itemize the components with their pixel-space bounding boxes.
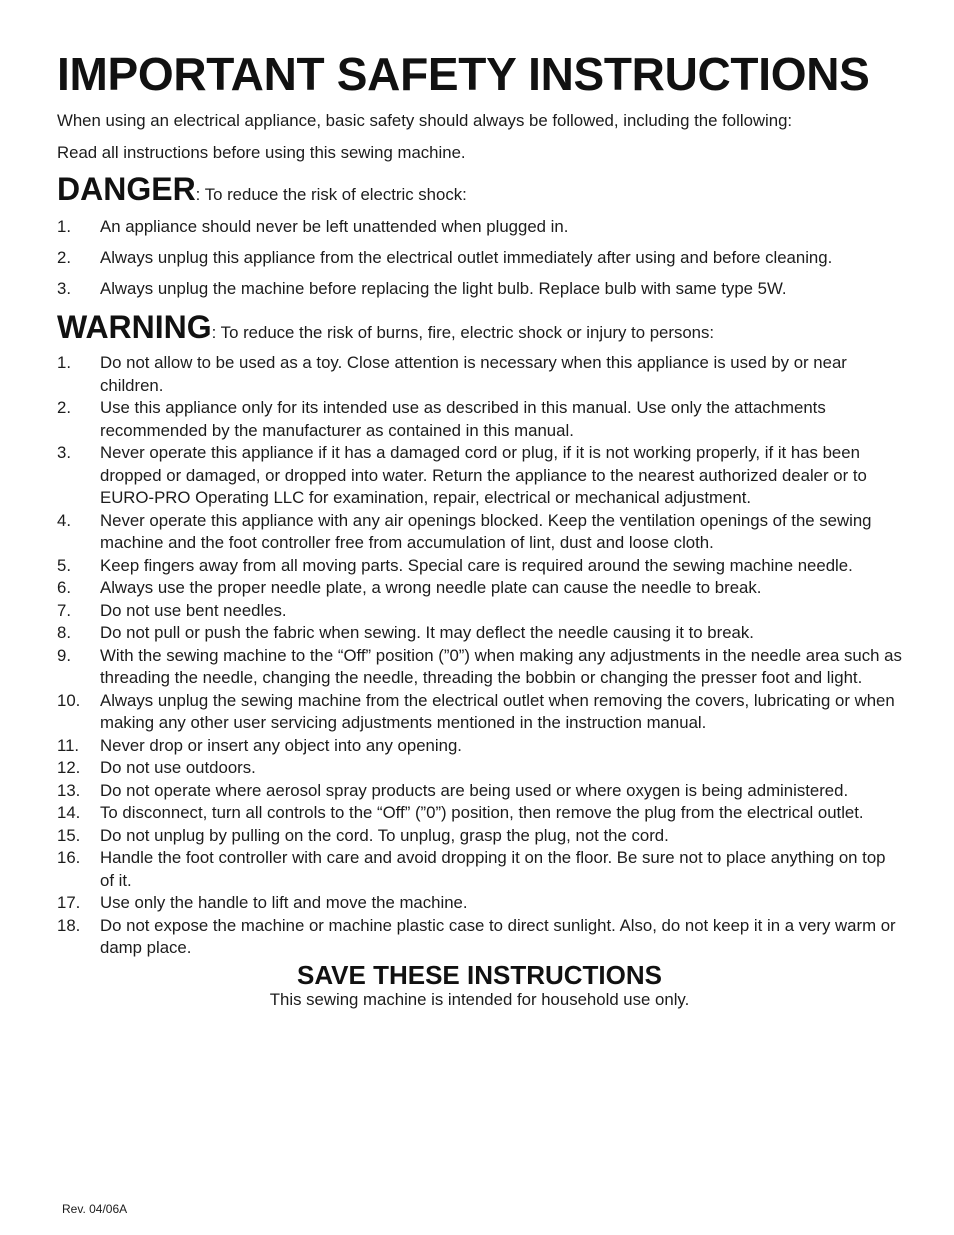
item-text: Do not pull or push the fabric when sewing. It may deflect the needle causing it to break.	[100, 623, 754, 642]
intro-line-2: Read all instructions before using this sewing machine.	[57, 143, 466, 162]
item-text: Handle the foot controller with care and avoid dropping it on the floor. Be sure not to place anything on top of it.	[100, 848, 886, 890]
warning-item	[57, 825, 902, 848]
page-title: IMPORTANT SAFETY INSTRUCTIONS	[57, 48, 870, 100]
danger-heading	[57, 171, 902, 214]
item-number: 1.	[57, 353, 71, 372]
danger-label: DANGER	[57, 171, 196, 207]
item-number: 17.	[57, 893, 81, 912]
item-number: 7.	[57, 600, 71, 620]
revision-code: Rev. 04/06A	[62, 1202, 128, 1216]
warning-label: WARNING	[57, 309, 212, 345]
item-number: 18.	[57, 915, 81, 935]
item-number: 4.	[57, 510, 71, 530]
danger-subtitle: : To reduce the risk of electric shock:	[195, 185, 467, 204]
item-text: To disconnect, turn all controls to the “Off” (”0”) position, then remove the plug from the electrical outlet.	[100, 803, 864, 822]
item-text: Do not unplug by pulling on the cord. To unplug, grasp the plug, not the cord.	[100, 825, 669, 845]
save-instructions-heading: SAVE THESE INSTRUCTIONS	[296, 959, 662, 990]
item-number: 1.	[57, 217, 71, 236]
item-text: Use this appliance only for its intended use as described in this manual. Use only the attachments recommended by the manufacturer as contained in this manual.	[100, 398, 826, 440]
item-number: 13.	[57, 780, 81, 800]
item-number: 2.	[57, 248, 71, 267]
danger-list	[57, 216, 902, 301]
item-text: Never drop or insert any object into any opening.	[100, 735, 462, 755]
warning-heading	[57, 309, 902, 352]
household-use-note: This sewing machine is intended for household use only.	[269, 989, 690, 1009]
warning-item	[57, 645, 902, 690]
item-text: Do not allow to be used as a toy. Close attention is necessary when this appliance is used by or near children.	[100, 353, 847, 395]
warning-item	[57, 780, 902, 803]
warning-item	[57, 690, 902, 735]
item-text: Never operate this appliance with any air openings blocked. Keep the ventilation openings of the sewing machine and the foot controller free from accumulation of lint, dust and loose cloth.	[100, 510, 872, 552]
danger-item	[57, 216, 902, 239]
warning-item	[57, 510, 902, 555]
warning-list	[57, 352, 902, 960]
danger-item	[57, 247, 902, 270]
item-number: 2.	[57, 398, 71, 417]
warning-item	[57, 352, 902, 397]
item-text: Do not use bent needles.	[100, 600, 287, 620]
item-text: Always unplug the sewing machine from the electrical outlet when removing the covers, lubricating or when making any other user servicing adjustments mentioned in the instruction manual.	[100, 690, 895, 732]
intro-line-1: When using an electrical appliance, basic safety should always be followed, including the following:	[57, 111, 793, 130]
warning-subtitle: : To reduce the risk of burns, fire, electric shock or injury to persons:	[211, 323, 715, 342]
item-text: Always use the proper needle plate, a wrong needle plate can cause the needle to break.	[100, 578, 762, 597]
item-text: Do not use outdoors.	[100, 758, 256, 777]
warning-item	[57, 847, 902, 892]
item-number: 12.	[57, 758, 81, 777]
item-text: Use only the handle to lift and move the machine.	[100, 893, 468, 912]
item-text: Do not operate where aerosol spray products are being used or where oxygen is being administered.	[100, 780, 849, 800]
warning-item	[57, 600, 902, 623]
warning-item	[57, 735, 902, 758]
item-text: Never operate this appliance if it has a damaged cord or plug, if it is not working properly, if it has been dropped or damaged, or dropped into water. Return the appliance to the nearest authorized dealer or to EURO-PRO Operating LLC for examination, repair, electrical or mechanical adjustment.	[100, 443, 867, 507]
item-number: 9.	[57, 645, 71, 665]
warning-item	[57, 622, 902, 645]
warning-item	[57, 555, 902, 578]
item-text: Always unplug the machine before replacing the light bulb. Replace bulb with same type 5W.	[100, 279, 787, 298]
item-text: An appliance should never be left unattended when plugged in.	[100, 217, 569, 236]
item-text: Do not expose the machine or machine plastic case to direct sunlight. Also, do not keep it in a very warm or damp place.	[100, 915, 896, 957]
item-text: Keep fingers away from all moving parts. Special care is required around the sewing machine needle.	[100, 555, 853, 575]
item-number: 11.	[57, 735, 80, 755]
item-number: 3.	[57, 279, 71, 298]
item-number: 8.	[57, 623, 71, 642]
warning-item	[57, 802, 902, 825]
item-number: 3.	[57, 443, 71, 462]
warning-item	[57, 757, 902, 780]
warning-item	[57, 397, 902, 442]
warning-item	[57, 892, 902, 915]
item-number: 16.	[57, 848, 81, 867]
warning-item	[57, 915, 902, 960]
item-number: 5.	[57, 555, 71, 575]
item-number: 6.	[57, 578, 71, 597]
danger-item	[57, 278, 902, 301]
item-number: 14.	[57, 803, 81, 822]
item-text: Always unplug this appliance from the electrical outlet immediately after using and before cleaning.	[100, 248, 833, 267]
warning-item	[57, 442, 902, 510]
item-number: 10.	[57, 690, 81, 710]
warning-item	[57, 577, 902, 600]
item-text: With the sewing machine to the “Off” position (”0”) when making any adjustments in the needle area such as threading the needle, changing the needle, threading the bobbin or changing the presser foot and light.	[100, 645, 902, 687]
safety-page	[57, 46, 902, 1010]
item-number: 15.	[57, 825, 81, 845]
